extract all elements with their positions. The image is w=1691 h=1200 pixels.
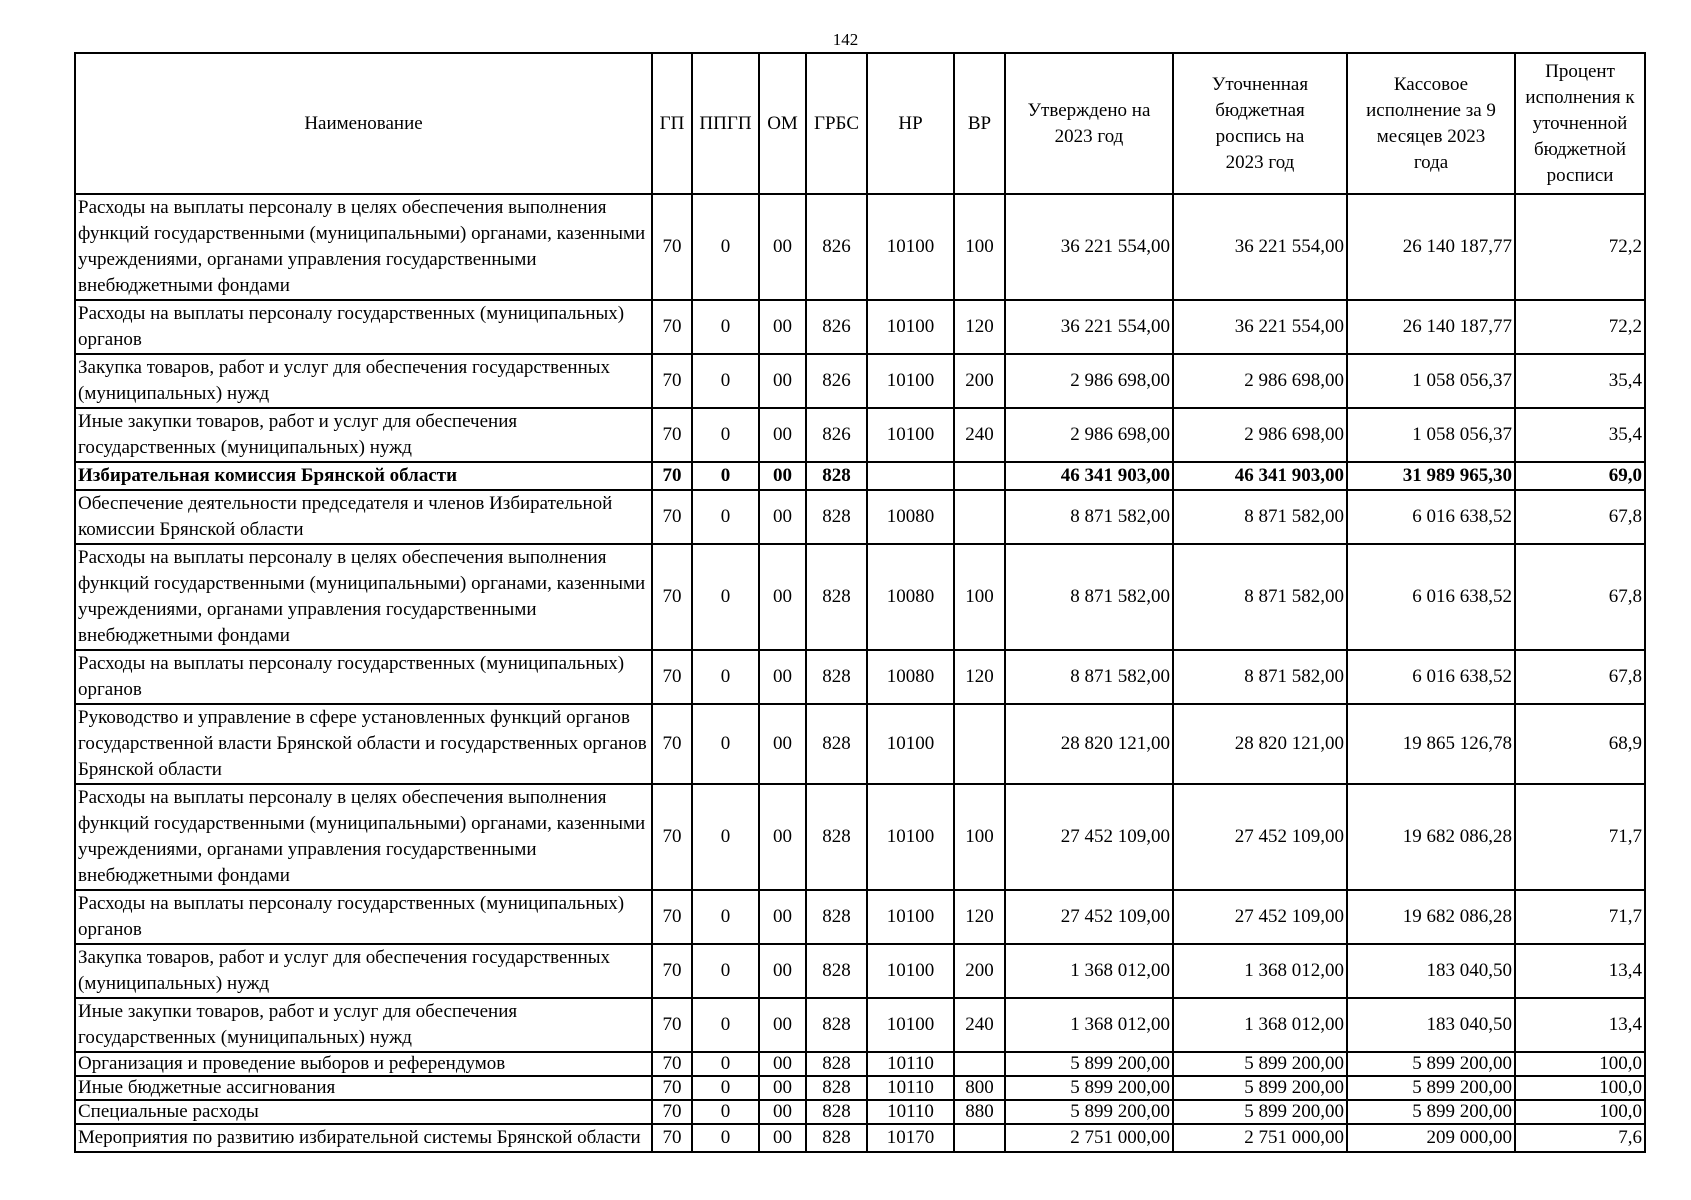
cell-vr	[954, 462, 1005, 490]
table-row	[75, 408, 1645, 462]
cell-om: 00	[759, 300, 806, 354]
cell-refined: 46 341 903,00	[1173, 462, 1347, 490]
cell-name: Руководство и управление в сфере установленных функций органов государственной власти Брянской области и государственных органов Брянской области	[75, 704, 652, 784]
cell-cash: 26 140 187,77	[1347, 300, 1515, 354]
cell-name: Обеспечение деятельности председателя и членов Избирательной комиссии Брянской области	[75, 490, 652, 544]
cell-ppgp: 0	[692, 1052, 759, 1076]
col-header-cash: Кассовое исполнение за 9 месяцев 2023 года	[1347, 53, 1515, 194]
cell-grbs: 826	[806, 354, 867, 408]
cell-vr: 120	[954, 650, 1005, 704]
cell-grbs: 828	[806, 544, 867, 650]
cell-grbs: 826	[806, 194, 867, 300]
cell-percent: 13,4	[1515, 944, 1645, 998]
cell-name: Расходы на выплаты персоналу государственных (муниципальных) органов	[75, 300, 652, 354]
cell-vr	[954, 704, 1005, 784]
cell-approved: 2 986 698,00	[1005, 408, 1173, 462]
cell-approved: 46 341 903,00	[1005, 462, 1173, 490]
col-header-grbs: ГРБС	[806, 53, 867, 194]
cell-percent: 100,0	[1515, 1076, 1645, 1100]
cell-ppgp: 0	[692, 544, 759, 650]
table-row	[75, 650, 1645, 704]
cell-vr: 240	[954, 998, 1005, 1052]
cell-nr: 10110	[867, 1052, 954, 1076]
cell-grbs: 828	[806, 890, 867, 944]
cell-gp: 70	[652, 1100, 692, 1124]
cell-percent: 71,7	[1515, 890, 1645, 944]
cell-nr: 10100	[867, 890, 954, 944]
cell-ppgp: 0	[692, 408, 759, 462]
cell-approved: 27 452 109,00	[1005, 784, 1173, 890]
cell-gp: 70	[652, 408, 692, 462]
cell-name: Избирательная комиссия Брянской области	[75, 462, 652, 490]
cell-om: 00	[759, 704, 806, 784]
cell-cash: 6 016 638,52	[1347, 544, 1515, 650]
cell-grbs: 828	[806, 784, 867, 890]
header-row	[75, 53, 1645, 194]
cell-ppgp: 0	[692, 1124, 759, 1152]
cell-percent: 67,8	[1515, 650, 1645, 704]
cell-om: 00	[759, 1052, 806, 1076]
cell-grbs: 828	[806, 704, 867, 784]
cell-om: 00	[759, 354, 806, 408]
cell-percent: 72,2	[1515, 300, 1645, 354]
col-header-nr: НР	[867, 53, 954, 194]
cell-cash: 183 040,50	[1347, 944, 1515, 998]
cell-approved: 2 986 698,00	[1005, 354, 1173, 408]
table-row	[75, 544, 1645, 650]
cell-vr: 120	[954, 890, 1005, 944]
cell-name: Организация и проведение выборов и референдумов	[75, 1052, 652, 1076]
cell-name: Расходы на выплаты персоналу государственных (муниципальных) органов	[75, 650, 652, 704]
cell-ppgp: 0	[692, 194, 759, 300]
table-row	[75, 354, 1645, 408]
cell-vr: 800	[954, 1076, 1005, 1100]
cell-refined: 8 871 582,00	[1173, 544, 1347, 650]
cell-nr: 10100	[867, 784, 954, 890]
cell-gp: 70	[652, 300, 692, 354]
cell-grbs: 828	[806, 650, 867, 704]
cell-percent: 100,0	[1515, 1100, 1645, 1124]
cell-ppgp: 0	[692, 998, 759, 1052]
cell-om: 00	[759, 784, 806, 890]
cell-om: 00	[759, 650, 806, 704]
col-header-om: ОМ	[759, 53, 806, 194]
cell-gp: 70	[652, 998, 692, 1052]
cell-gp: 70	[652, 354, 692, 408]
cell-vr: 100	[954, 784, 1005, 890]
cell-cash: 31 989 965,30	[1347, 462, 1515, 490]
cell-percent: 69,0	[1515, 462, 1645, 490]
cell-name: Мероприятия по развитию избирательной системы Брянской области	[75, 1124, 652, 1152]
cell-gp: 70	[652, 1076, 692, 1100]
cell-om: 00	[759, 194, 806, 300]
cell-approved: 27 452 109,00	[1005, 890, 1173, 944]
cell-om: 00	[759, 890, 806, 944]
cell-nr: 10080	[867, 490, 954, 544]
cell-om: 00	[759, 1076, 806, 1100]
cell-gp: 70	[652, 650, 692, 704]
cell-refined: 1 368 012,00	[1173, 998, 1347, 1052]
cell-om: 00	[759, 1124, 806, 1152]
cell-ppgp: 0	[692, 650, 759, 704]
cell-approved: 1 368 012,00	[1005, 944, 1173, 998]
cell-approved: 36 221 554,00	[1005, 194, 1173, 300]
cell-ppgp: 0	[692, 300, 759, 354]
cell-grbs: 828	[806, 1076, 867, 1100]
cell-ppgp: 0	[692, 1076, 759, 1100]
cell-grbs: 828	[806, 462, 867, 490]
cell-refined: 27 452 109,00	[1173, 890, 1347, 944]
cell-refined: 36 221 554,00	[1173, 300, 1347, 354]
cell-ppgp: 0	[692, 490, 759, 544]
cell-grbs: 828	[806, 490, 867, 544]
cell-cash: 183 040,50	[1347, 998, 1515, 1052]
cell-gp: 70	[652, 1124, 692, 1152]
cell-gp: 70	[652, 490, 692, 544]
cell-gp: 70	[652, 462, 692, 490]
cell-vr: 880	[954, 1100, 1005, 1124]
cell-cash: 1 058 056,37	[1347, 354, 1515, 408]
cell-approved: 8 871 582,00	[1005, 544, 1173, 650]
cell-nr: 10170	[867, 1124, 954, 1152]
cell-nr: 10080	[867, 650, 954, 704]
cell-percent: 67,8	[1515, 544, 1645, 650]
table-body	[75, 194, 1645, 1152]
cell-ppgp: 0	[692, 784, 759, 890]
cell-vr: 120	[954, 300, 1005, 354]
cell-name: Иные закупки товаров, работ и услуг для обеспечения государственных (муниципальных) нужд	[75, 408, 652, 462]
cell-vr: 200	[954, 944, 1005, 998]
cell-vr	[954, 1052, 1005, 1076]
table-row	[75, 890, 1645, 944]
cell-gp: 70	[652, 784, 692, 890]
cell-approved: 1 368 012,00	[1005, 998, 1173, 1052]
cell-name: Расходы на выплаты персоналу в целях обеспечения выполнения функций государственными (муниципальными) органами, казенными учреждениями, органами управления государственными внебюджетными фондами	[75, 194, 652, 300]
cell-gp: 70	[652, 1052, 692, 1076]
cell-grbs: 828	[806, 1100, 867, 1124]
col-header-vr: ВР	[954, 53, 1005, 194]
cell-approved: 5 899 200,00	[1005, 1076, 1173, 1100]
cell-grbs: 826	[806, 408, 867, 462]
table-row	[75, 300, 1645, 354]
table-row	[75, 1076, 1645, 1100]
cell-cash: 6 016 638,52	[1347, 490, 1515, 544]
cell-nr	[867, 462, 954, 490]
cell-name: Специальные расходы	[75, 1100, 652, 1124]
cell-cash: 5 899 200,00	[1347, 1052, 1515, 1076]
cell-refined: 5 899 200,00	[1173, 1052, 1347, 1076]
cell-refined: 5 899 200,00	[1173, 1076, 1347, 1100]
cell-nr: 10100	[867, 300, 954, 354]
cell-grbs: 828	[806, 1124, 867, 1152]
cell-percent: 35,4	[1515, 408, 1645, 462]
cell-refined: 8 871 582,00	[1173, 650, 1347, 704]
cell-vr: 200	[954, 354, 1005, 408]
table-row	[75, 1100, 1645, 1124]
col-header-refined: Уточненная бюджетная роспись на 2023 год	[1173, 53, 1347, 194]
col-header-gp: ГП	[652, 53, 692, 194]
cell-nr: 10080	[867, 544, 954, 650]
cell-percent: 68,9	[1515, 704, 1645, 784]
cell-gp: 70	[652, 194, 692, 300]
cell-percent: 13,4	[1515, 998, 1645, 1052]
cell-om: 00	[759, 544, 806, 650]
cell-name: Закупка товаров, работ и услуг для обеспечения государственных (муниципальных) нужд	[75, 354, 652, 408]
cell-ppgp: 0	[692, 1100, 759, 1124]
cell-cash: 6 016 638,52	[1347, 650, 1515, 704]
table-row	[75, 462, 1645, 490]
cell-name: Иные закупки товаров, работ и услуг для обеспечения государственных (муниципальных) нужд	[75, 998, 652, 1052]
cell-ppgp: 0	[692, 354, 759, 408]
cell-nr: 10110	[867, 1076, 954, 1100]
cell-cash: 19 682 086,28	[1347, 890, 1515, 944]
cell-cash: 5 899 200,00	[1347, 1100, 1515, 1124]
cell-name: Расходы на выплаты персоналу государственных (муниципальных) органов	[75, 890, 652, 944]
cell-vr	[954, 490, 1005, 544]
cell-approved: 5 899 200,00	[1005, 1100, 1173, 1124]
cell-nr: 10110	[867, 1100, 954, 1124]
table-row	[75, 1124, 1645, 1152]
cell-approved: 5 899 200,00	[1005, 1052, 1173, 1076]
cell-om: 00	[759, 490, 806, 544]
cell-om: 00	[759, 408, 806, 462]
cell-gp: 70	[652, 544, 692, 650]
cell-approved: 8 871 582,00	[1005, 490, 1173, 544]
table-row	[75, 784, 1645, 890]
table-row	[75, 704, 1645, 784]
cell-refined: 8 871 582,00	[1173, 490, 1347, 544]
cell-om: 00	[759, 1100, 806, 1124]
cell-refined: 27 452 109,00	[1173, 784, 1347, 890]
cell-ppgp: 0	[692, 890, 759, 944]
cell-name: Расходы на выплаты персоналу в целях обеспечения выполнения функций государственными (муниципальными) органами, казенными учреждениями, органами управления государственными внебюджетными фондами	[75, 784, 652, 890]
cell-vr	[954, 1124, 1005, 1152]
cell-om: 00	[759, 998, 806, 1052]
cell-approved: 8 871 582,00	[1005, 650, 1173, 704]
cell-grbs: 828	[806, 944, 867, 998]
cell-percent: 72,2	[1515, 194, 1645, 300]
table-row	[75, 490, 1645, 544]
cell-nr: 10100	[867, 194, 954, 300]
cell-vr: 100	[954, 194, 1005, 300]
cell-cash: 19 865 126,78	[1347, 704, 1515, 784]
col-header-name: Наименование	[75, 53, 652, 194]
cell-refined: 2 986 698,00	[1173, 408, 1347, 462]
cell-cash: 1 058 056,37	[1347, 408, 1515, 462]
cell-name: Расходы на выплаты персоналу в целях обеспечения выполнения функций государственными (муниципальными) органами, казенными учреждениями, органами управления государственными внебюджетными фондами	[75, 544, 652, 650]
cell-approved: 28 820 121,00	[1005, 704, 1173, 784]
cell-cash: 209 000,00	[1347, 1124, 1515, 1152]
cell-refined: 36 221 554,00	[1173, 194, 1347, 300]
cell-ppgp: 0	[692, 704, 759, 784]
cell-refined: 1 368 012,00	[1173, 944, 1347, 998]
table-row	[75, 998, 1645, 1052]
cell-cash: 5 899 200,00	[1347, 1076, 1515, 1100]
cell-cash: 19 682 086,28	[1347, 784, 1515, 890]
cell-refined: 28 820 121,00	[1173, 704, 1347, 784]
cell-nr: 10100	[867, 354, 954, 408]
cell-nr: 10100	[867, 704, 954, 784]
cell-nr: 10100	[867, 998, 954, 1052]
cell-ppgp: 0	[692, 944, 759, 998]
cell-percent: 67,8	[1515, 490, 1645, 544]
col-header-approved: Утверждено на 2023 год	[1005, 53, 1173, 194]
cell-ppgp: 0	[692, 462, 759, 490]
cell-cash: 26 140 187,77	[1347, 194, 1515, 300]
cell-percent: 71,7	[1515, 784, 1645, 890]
page-number: 142	[832, 30, 859, 49]
budget-table	[74, 52, 1646, 1153]
table-row	[75, 194, 1645, 300]
cell-grbs: 828	[806, 1052, 867, 1076]
cell-nr: 10100	[867, 408, 954, 462]
cell-refined: 2 751 000,00	[1173, 1124, 1347, 1152]
cell-refined: 2 986 698,00	[1173, 354, 1347, 408]
cell-approved: 2 751 000,00	[1005, 1124, 1173, 1152]
cell-percent: 35,4	[1515, 354, 1645, 408]
cell-gp: 70	[652, 704, 692, 784]
cell-om: 00	[759, 944, 806, 998]
cell-percent: 7,6	[1515, 1124, 1645, 1152]
cell-name: Иные бюджетные ассигнования	[75, 1076, 652, 1100]
cell-vr: 100	[954, 544, 1005, 650]
cell-vr: 240	[954, 408, 1005, 462]
cell-grbs: 826	[806, 300, 867, 354]
col-header-percent: Процент исполнения к уточненной бюджетной росписи	[1515, 53, 1645, 194]
table-row	[75, 1052, 1645, 1076]
cell-refined: 5 899 200,00	[1173, 1100, 1347, 1124]
cell-name: Закупка товаров, работ и услуг для обеспечения государственных (муниципальных) нужд	[75, 944, 652, 998]
cell-nr: 10100	[867, 944, 954, 998]
table-row	[75, 944, 1645, 998]
cell-approved: 36 221 554,00	[1005, 300, 1173, 354]
col-header-ppgp: ППГП	[692, 53, 759, 194]
cell-grbs: 828	[806, 998, 867, 1052]
cell-gp: 70	[652, 944, 692, 998]
cell-om: 00	[759, 462, 806, 490]
cell-gp: 70	[652, 890, 692, 944]
cell-percent: 100,0	[1515, 1052, 1645, 1076]
